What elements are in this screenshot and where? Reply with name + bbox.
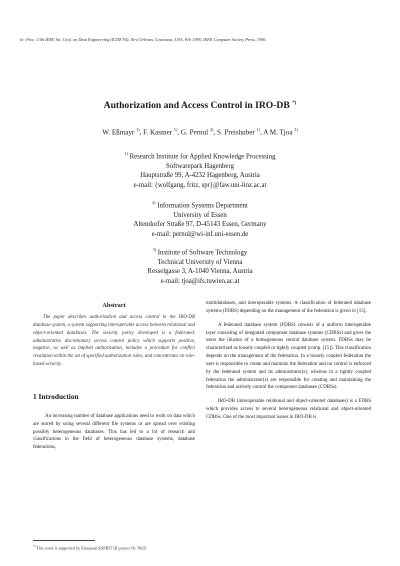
footnote-rule xyxy=(33,540,95,541)
author-affiliation-mark: 2) xyxy=(209,127,214,132)
affiliation-line: Softwarepark Hagenberg xyxy=(165,162,234,170)
author-list: W. Eßmayr $^{1)}$, F. Kastner $^{1)}$, G. Pernul $^{2)}$, S. Preishuber $^{1)}$, A M. Tjoa $^{3)}$ xyxy=(102,127,298,137)
affiliation-email: e-mail: {wolfgang, fritz, spr}@faw.uni-linz.ac.at xyxy=(133,182,267,190)
affiliation-mark: 3) xyxy=(152,247,157,252)
body-paragraph: IRO-DB (interoperable relational and object-oriented databases) is a FDBS which provides access to several heterogeneous relational and object-oriented CDBSs. One of the most important issues in IRO-DB is xyxy=(206,399,371,420)
affiliation-line: Information Systems Department xyxy=(157,202,248,210)
affiliation-block xyxy=(0,198,400,240)
paper-title xyxy=(0,100,400,111)
author-name: A M. Tjoa xyxy=(263,128,293,137)
author-affiliation-mark: 1) xyxy=(256,127,261,132)
affiliation-block xyxy=(0,149,400,191)
affiliation-email: e-mail: pernul@wi-inf.uni-essen.de xyxy=(151,231,249,239)
title-footnote-mark: *) xyxy=(292,100,297,106)
body-paragraph: multidatabases, and interoperable systems. A classification of federated database systems (FDBS) depending on the management of the federation is given in [15]. xyxy=(206,301,371,314)
affiliation-block xyxy=(0,245,400,287)
left-column xyxy=(33,300,195,452)
affiliation-mark: 1) xyxy=(124,151,128,156)
author-name: F. Kastner xyxy=(143,128,173,137)
author-name: S. Preishuber xyxy=(216,128,255,137)
affiliation-mark: 2) xyxy=(152,200,156,205)
author-affiliation-mark: 1) xyxy=(173,127,178,132)
author-name: W. Eßmayr xyxy=(102,128,135,137)
paper-title-text: Authorization and Access Control in IRO-DB xyxy=(103,100,290,111)
footnote xyxy=(33,544,147,550)
right-column xyxy=(206,300,371,422)
abstract-heading: Abstract xyxy=(102,302,126,309)
affiliation-line: Resselgasse 3, A-1040 Vienna, Austria xyxy=(147,268,253,276)
affiliation-line: Technical University of Vienna xyxy=(157,258,243,266)
affiliation-line: Research Institute for Applied Knowledge Processing xyxy=(129,153,276,161)
body-paragraph: An increasing number of database applications need to work on data which are stored by using several different file systems or are spread over existing possibly heterogeneous databases. This has led to a lot of research and classifications in the field of heterogeneous database systems, database federations, xyxy=(33,413,195,451)
author-affiliation-mark: 3) xyxy=(294,127,298,132)
affiliation-line: Altendorfer Straße 97, D-45143 Essen, Germany xyxy=(133,221,267,229)
affiliation-line: University of Essen xyxy=(173,211,227,219)
footnote-text: This work is supported by European ESPRIT III project Nr. 8629. xyxy=(36,545,147,551)
body-paragraph: A federated database system (FDBS) consists of a uniform interoperable layer consisting of integrated component database systems (CDBSs) and gives the users the illusion of a homogeneous central database system. FDBSs may be characterized as loosely coupled or tightly coupled (comp. [15]). This classification depends on the management of the federation. In a loosely coupled federation the user is responsible to create and maintain the federation and no control is enforced by the federated system and its administrator(s), whereas in a tightly coupled federation the administrator(s) are responsible for creating and maintaining the federation and actively control the component databases (CDBSs). xyxy=(206,322,371,391)
author-name: G. Pernul xyxy=(180,128,209,137)
abstract-body: The paper describes authorization and access control in the IRO-DB database system, a system supporting interoperable access between relational and object-oriented databases. The security policy developed is a federated, administrative discretionary access control policy which supports positive, negative, as well as implied authorization, includes a procedure for conflict resolution within the set of specified authorization rules, and concentrates on role-based security. xyxy=(33,315,195,368)
footnote-mark: *) xyxy=(33,544,36,548)
affiliation-line: Hauptstraße 99, A-4232 Hagenberg, Austria xyxy=(140,172,260,180)
author-affiliation-mark: 1) xyxy=(136,127,140,132)
affiliation-line: Institute of Software Technology xyxy=(157,249,248,257)
affiliation-email: e-mail: tjoa@ifs.tuwien.ac.at xyxy=(160,278,240,286)
header-citation-note: In: Proc. 13th IEEE Int. Conf. on Data Engineering (ICDE'94), New Orleans, Louisiana, USA, Feb 1996, IEEE Computer Society Press, 1996. xyxy=(20,37,267,42)
introduction-heading: 1 Introduction xyxy=(33,391,79,401)
